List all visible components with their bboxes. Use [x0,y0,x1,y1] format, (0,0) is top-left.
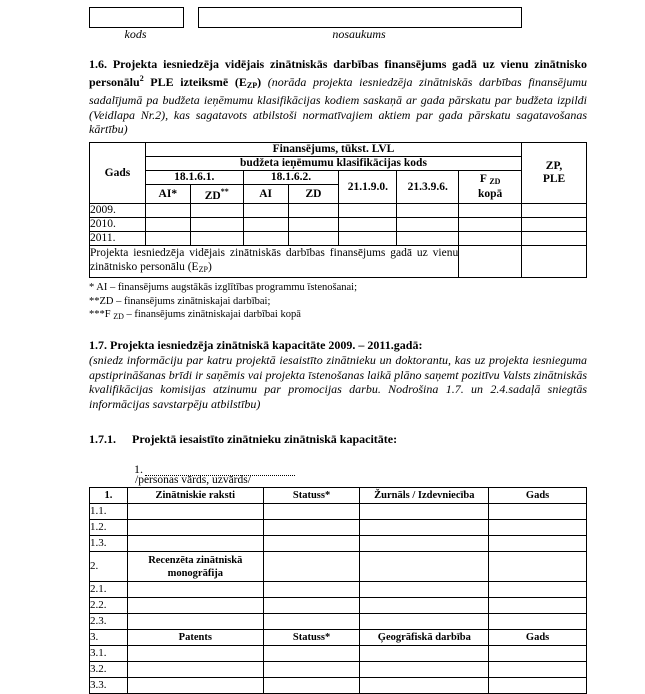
row-num: 1.1. [90,504,128,520]
kods-field[interactable] [89,7,184,28]
data-cell[interactable] [127,536,263,552]
row-num: 1. [90,488,128,504]
data-cell[interactable] [190,204,243,218]
row-num: 2.1. [90,582,128,598]
budzeta-header: budžeta ieņēmumu klasifikācijas kods [145,157,521,171]
row-num: 2. [90,552,128,582]
row-num: 3.1. [90,646,128,662]
data-cell[interactable] [263,678,360,694]
row-num: 1.3. [90,536,128,552]
data-cell[interactable] [459,204,522,218]
row-num: 3.2. [90,662,128,678]
data-cell[interactable] [459,218,522,232]
finansejums-header: Finansējums, tūkst. LVL [145,143,521,157]
data-cell[interactable] [360,678,489,694]
ai-header-2: AI [243,185,288,204]
data-cell[interactable] [288,232,339,246]
year-cell: 2010. [90,218,146,232]
financing-table [89,142,587,278]
data-cell[interactable] [127,520,263,536]
zp-ple-header: ZP, PLE [522,143,587,204]
code-18-1-6-2: 18.1.6.2. [243,171,339,185]
data-cell[interactable] [360,536,489,552]
section-1-7-title: 1.7. Projekta iesniedzēja zinātniskā kapacitāte 2009. – 2011.gadā: [89,338,423,352]
data-cell[interactable] [459,232,522,246]
data-cell[interactable] [360,598,489,614]
data-cell[interactable] [263,614,360,630]
data-cell[interactable] [145,232,190,246]
table-row [90,232,587,246]
data-cell[interactable] [489,598,587,614]
row-num: 3.3. [90,678,128,694]
data-cell[interactable] [522,204,587,218]
data-cell[interactable] [397,204,459,218]
data-cell[interactable] [522,218,587,232]
average-financing-label: Projekta iesniedzēja vidējais zinātniskās darbības finansējums gadā uz vienu zinātnisko personālu $(E_{ZP})$ [90,246,459,278]
code-21-3-9-6: 21.3.9.6. [397,171,459,204]
row-num: 2.2. [90,598,128,614]
gads-header: Gads [90,143,146,204]
section-1-6-title: 1.6. Projekta iesniedzēja vidējais zinātniskās darbības finansējums gadā uz vienu zinātnisko personālu$^2$ PLE izteiksmē $(E_{ZP})$ [89,57,587,90]
data-cell[interactable] [127,598,263,614]
table-row [90,582,587,598]
data-cell[interactable] [263,536,360,552]
table-row [90,662,587,678]
data-cell[interactable] [397,218,459,232]
table-row [90,598,587,614]
data-cell[interactable] [288,218,339,232]
data-cell[interactable] [263,598,360,614]
data-cell[interactable] [360,614,489,630]
row-num: 2.3. [90,614,128,630]
section-1-7-desc: (sniedz informāciju par katru projektā iesaistīto zinātnieku un doktorantu, kas uz projekta iesnieguma apstiprināšanas brīdi ir saņēmis vai projekta īstenošanas laikā plāno saņemt pozitīvu Valsts zinātniskās kvalifikācijas komisijas atzinumu par promocijas darbu. Nodrošina 1.7. un 2.4.sadaļā sniegtās informācijas savstarpēju atbilstību) [89,353,587,411]
data-cell[interactable] [339,218,397,232]
data-cell[interactable] [360,504,489,520]
col-zinatniskie-raksti: Zinātniskie raksti [127,488,263,504]
data-cell[interactable] [243,232,288,246]
data-cell[interactable] [263,520,360,536]
data-cell[interactable] [522,232,587,246]
footnote-zd: **ZD – finansējums zinātniskajai darbībai; [89,295,271,307]
data-cell[interactable] [263,552,360,582]
table-row [90,504,587,520]
data-cell[interactable] [288,204,339,218]
row-num: 1.2. [90,520,128,536]
section-1-6-desc: (norāda projekta iesniedzēja zinātniskās darbības finansējumu sadalījumā pa budžeta ieņēmumu klasifikācijas kodiem saskaņā ar gada pārskatu par budžeta izpildi (Veidlapa Nr.2), kas sagatavots atbilstoši normatīvajiem aktiem par gada pārskatu sagatavošanas kārtību) [89,74,587,136]
footnote-fzd: ***F $_{ZD}$ – finansējums zinātniskajai darbībai kopā [89,309,301,321]
table-row [90,678,587,694]
kods-label: kods [124,27,147,41]
data-cell[interactable] [263,662,360,678]
fzd-kopa-header: F $_{ZD}$ kopā [459,171,522,204]
data-cell[interactable] [397,232,459,246]
data-cell[interactable] [360,552,489,582]
col-zurnals: Žurnāls / Izdevniecība [360,488,489,504]
data-cell[interactable] [489,646,587,662]
col-statuss: Statuss* [263,488,360,504]
year-cell: 2009. [90,204,146,218]
data-cell[interactable] [263,582,360,598]
data-cell[interactable] [360,662,489,678]
zd-header-1: ZD** [190,185,243,204]
col-gads: Gads [489,488,587,504]
capacity-table [89,487,587,694]
data-cell[interactable] [522,246,587,278]
row-num: 3. [90,630,128,646]
table-row [90,520,587,536]
data-cell[interactable] [489,582,587,598]
table-row [90,204,587,218]
data-cell[interactable] [127,662,263,678]
data-cell[interactable] [127,504,263,520]
data-cell[interactable] [489,504,587,520]
table-row [90,218,587,232]
data-cell[interactable] [145,204,190,218]
data-cell[interactable] [489,552,587,582]
data-cell[interactable] [127,614,263,630]
col-geografiska: Ģeogrāfiskā darbība [360,630,489,646]
code-18-1-6-1: 18.1.6.1. [145,171,243,185]
data-cell[interactable] [190,218,243,232]
zd-header-2: ZD [288,185,339,204]
data-cell[interactable] [243,218,288,232]
col-patents: Patents [127,630,263,646]
person-name-label: /personas vārds, uzvārds/ [135,474,251,486]
col-gads: Gads [489,630,587,646]
data-cell[interactable] [489,678,587,694]
data-cell[interactable] [263,504,360,520]
data-cell[interactable] [190,232,243,246]
data-cell[interactable] [459,246,522,278]
data-cell[interactable] [145,218,190,232]
nosaukums-field[interactable] [198,7,522,28]
data-cell[interactable] [243,204,288,218]
section-1-6 [89,57,587,137]
data-cell[interactable] [489,662,587,678]
data-cell[interactable] [263,646,360,662]
section-1-7-1-num: 1.7.1. [89,432,116,446]
data-cell[interactable] [127,646,263,662]
table-row [90,536,587,552]
data-cell[interactable] [339,232,397,246]
col-statuss: Statuss* [263,630,360,646]
year-cell: 2011. [90,232,146,246]
col-monografija: Recenzēta zinātniskā monogrāfija [127,552,263,582]
data-cell[interactable] [360,582,489,598]
footnote-ai: * AI – finansējums augstākās izglītības programmu īstenošanai; [89,282,357,293]
table-row [90,646,587,662]
person-num: 1. [134,462,143,476]
data-cell[interactable] [489,614,587,630]
data-cell[interactable] [127,678,263,694]
data-cell[interactable] [489,536,587,552]
footnotes [89,281,587,324]
section-1-7-1-title: Projektā iesaistīto zinātnieku zinātniskā kapacitāte: [132,432,398,446]
nosaukums-label: nosaukums [332,27,386,41]
ai-header-1: AI* [145,185,190,204]
data-cell[interactable] [360,520,489,536]
code-21-1-9-0: 21.1.9.0. [339,171,397,204]
data-cell[interactable] [339,204,397,218]
table-row [90,614,587,630]
data-cell[interactable] [489,520,587,536]
data-cell[interactable] [127,582,263,598]
data-cell[interactable] [360,646,489,662]
